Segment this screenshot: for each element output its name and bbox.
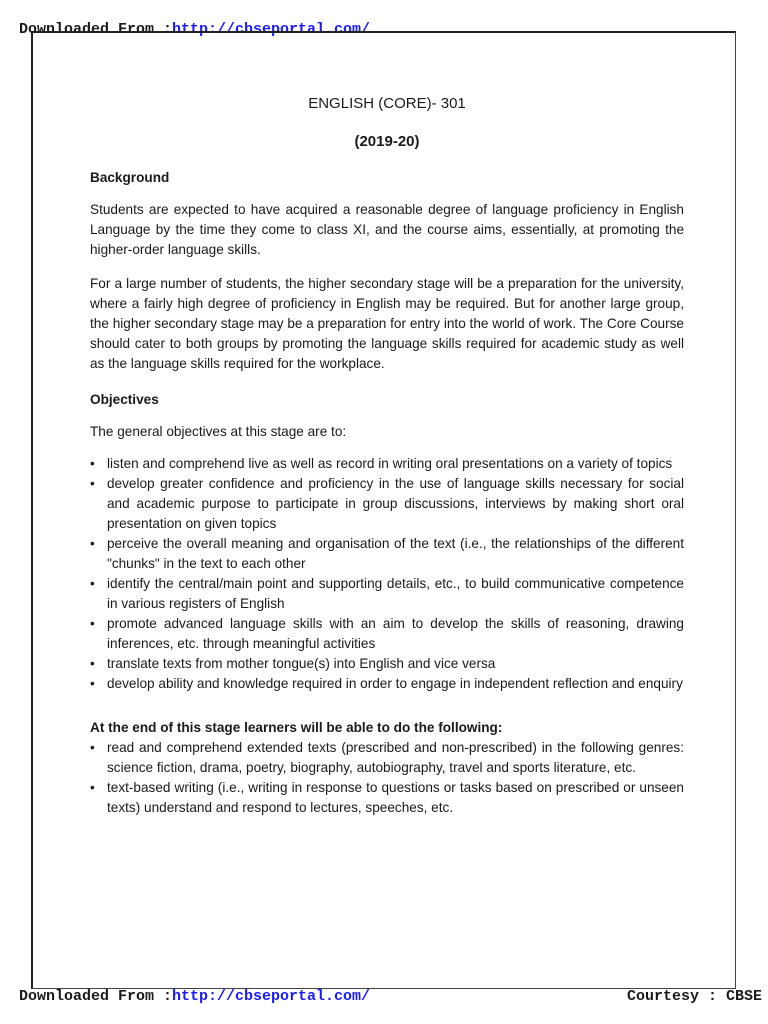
background-paragraph: For a large number of students, the higher secondary stage will be a preparation for the university, where a fairly high degree of proficiency in English may be required. But for another large group, the higher secondary stage may be a preparation for entry into the world of work. The Core Course should cater to both groups by promoting the language skills required for academic study as well as the language skills required for the workplace. [90,276,684,371]
list-item [90,674,684,694]
document-body [90,92,684,818]
list-item-text: translate texts from mother tongue(s) into English and vice versa [107,656,496,671]
list-item-text: text-based writing (i.e., writing in response to questions or tasks based on prescribed or unseen texts) understand and respond to lectures, speeches, etc. [107,780,684,815]
background-heading: Background [90,170,170,185]
list-item [90,778,684,818]
bullet-icon: • [90,740,95,755]
outcomes-list [90,738,684,818]
banner-link[interactable]: http://cbseportal.com/ [172,988,371,1005]
banner-prefix: Downloaded From : [19,21,173,38]
list-item [90,474,684,534]
list-item [90,654,684,674]
bullet-icon: • [90,476,95,491]
objectives-heading: Objectives [90,392,159,407]
list-item [90,574,684,614]
bullet-icon: • [90,676,95,691]
list-item-text: listen and comprehend live as well as record in writing oral presentations on a variety of topics [107,456,673,471]
list-item-text: develop ability and knowledge required in order to engage in independent reflection and enquiry [107,676,683,691]
document-title: ENGLISH (CORE)- 301 [308,95,466,112]
list-item [90,738,684,778]
objectives-intro: The general objectives at this stage are to: [90,424,347,439]
list-item [90,534,684,574]
bullet-icon: • [90,616,95,631]
objectives-list [90,454,684,694]
document-year: (2019-20) [354,133,420,150]
bullet-icon: • [90,576,95,591]
list-item-text: develop greater confidence and proficiency in the use of language skills necessary for social and academic purpose to participate in group discussions, interviews by making short oral presentation on given topics [107,476,684,531]
list-item [90,614,684,654]
courtesy-label: Courtesy : CBSE [626,988,762,1005]
outcomes-heading: At the end of this stage learners will be able to do the following: [90,720,503,735]
list-item-text: identify the central/main point and supporting details, etc., to build communicative competence in various registers of English [107,576,684,611]
list-item [90,454,684,474]
background-paragraph: Students are expected to have acquired a reasonable degree of language proficiency in English Language by the time they come to class XI, and the course aims, essentially, at promoting the higher-order language skills. [90,202,684,257]
bullet-icon: • [90,456,95,471]
list-item-text: promote advanced language skills with an aim to develop the skills of reasoning, drawing inferences, etc. through meaningful activities [107,616,684,651]
banner-link[interactable]: http://cbseportal.com/ [172,21,371,38]
list-item-text: read and comprehend extended texts (prescribed and non-prescribed) in the following genres: science fiction, drama, poetry, biography, autobiography, travel and sports literature, etc. [107,740,684,775]
download-banner-bottom [19,988,370,1006]
bullet-icon: • [90,536,95,551]
bullet-icon: • [90,780,95,795]
list-item-text: perceive the overall meaning and organisation of the text (i.e., the relationships of the different "chunks" in the text to each other [107,536,684,571]
banner-prefix: Downloaded From : [19,988,173,1005]
bullet-icon: • [90,656,95,671]
